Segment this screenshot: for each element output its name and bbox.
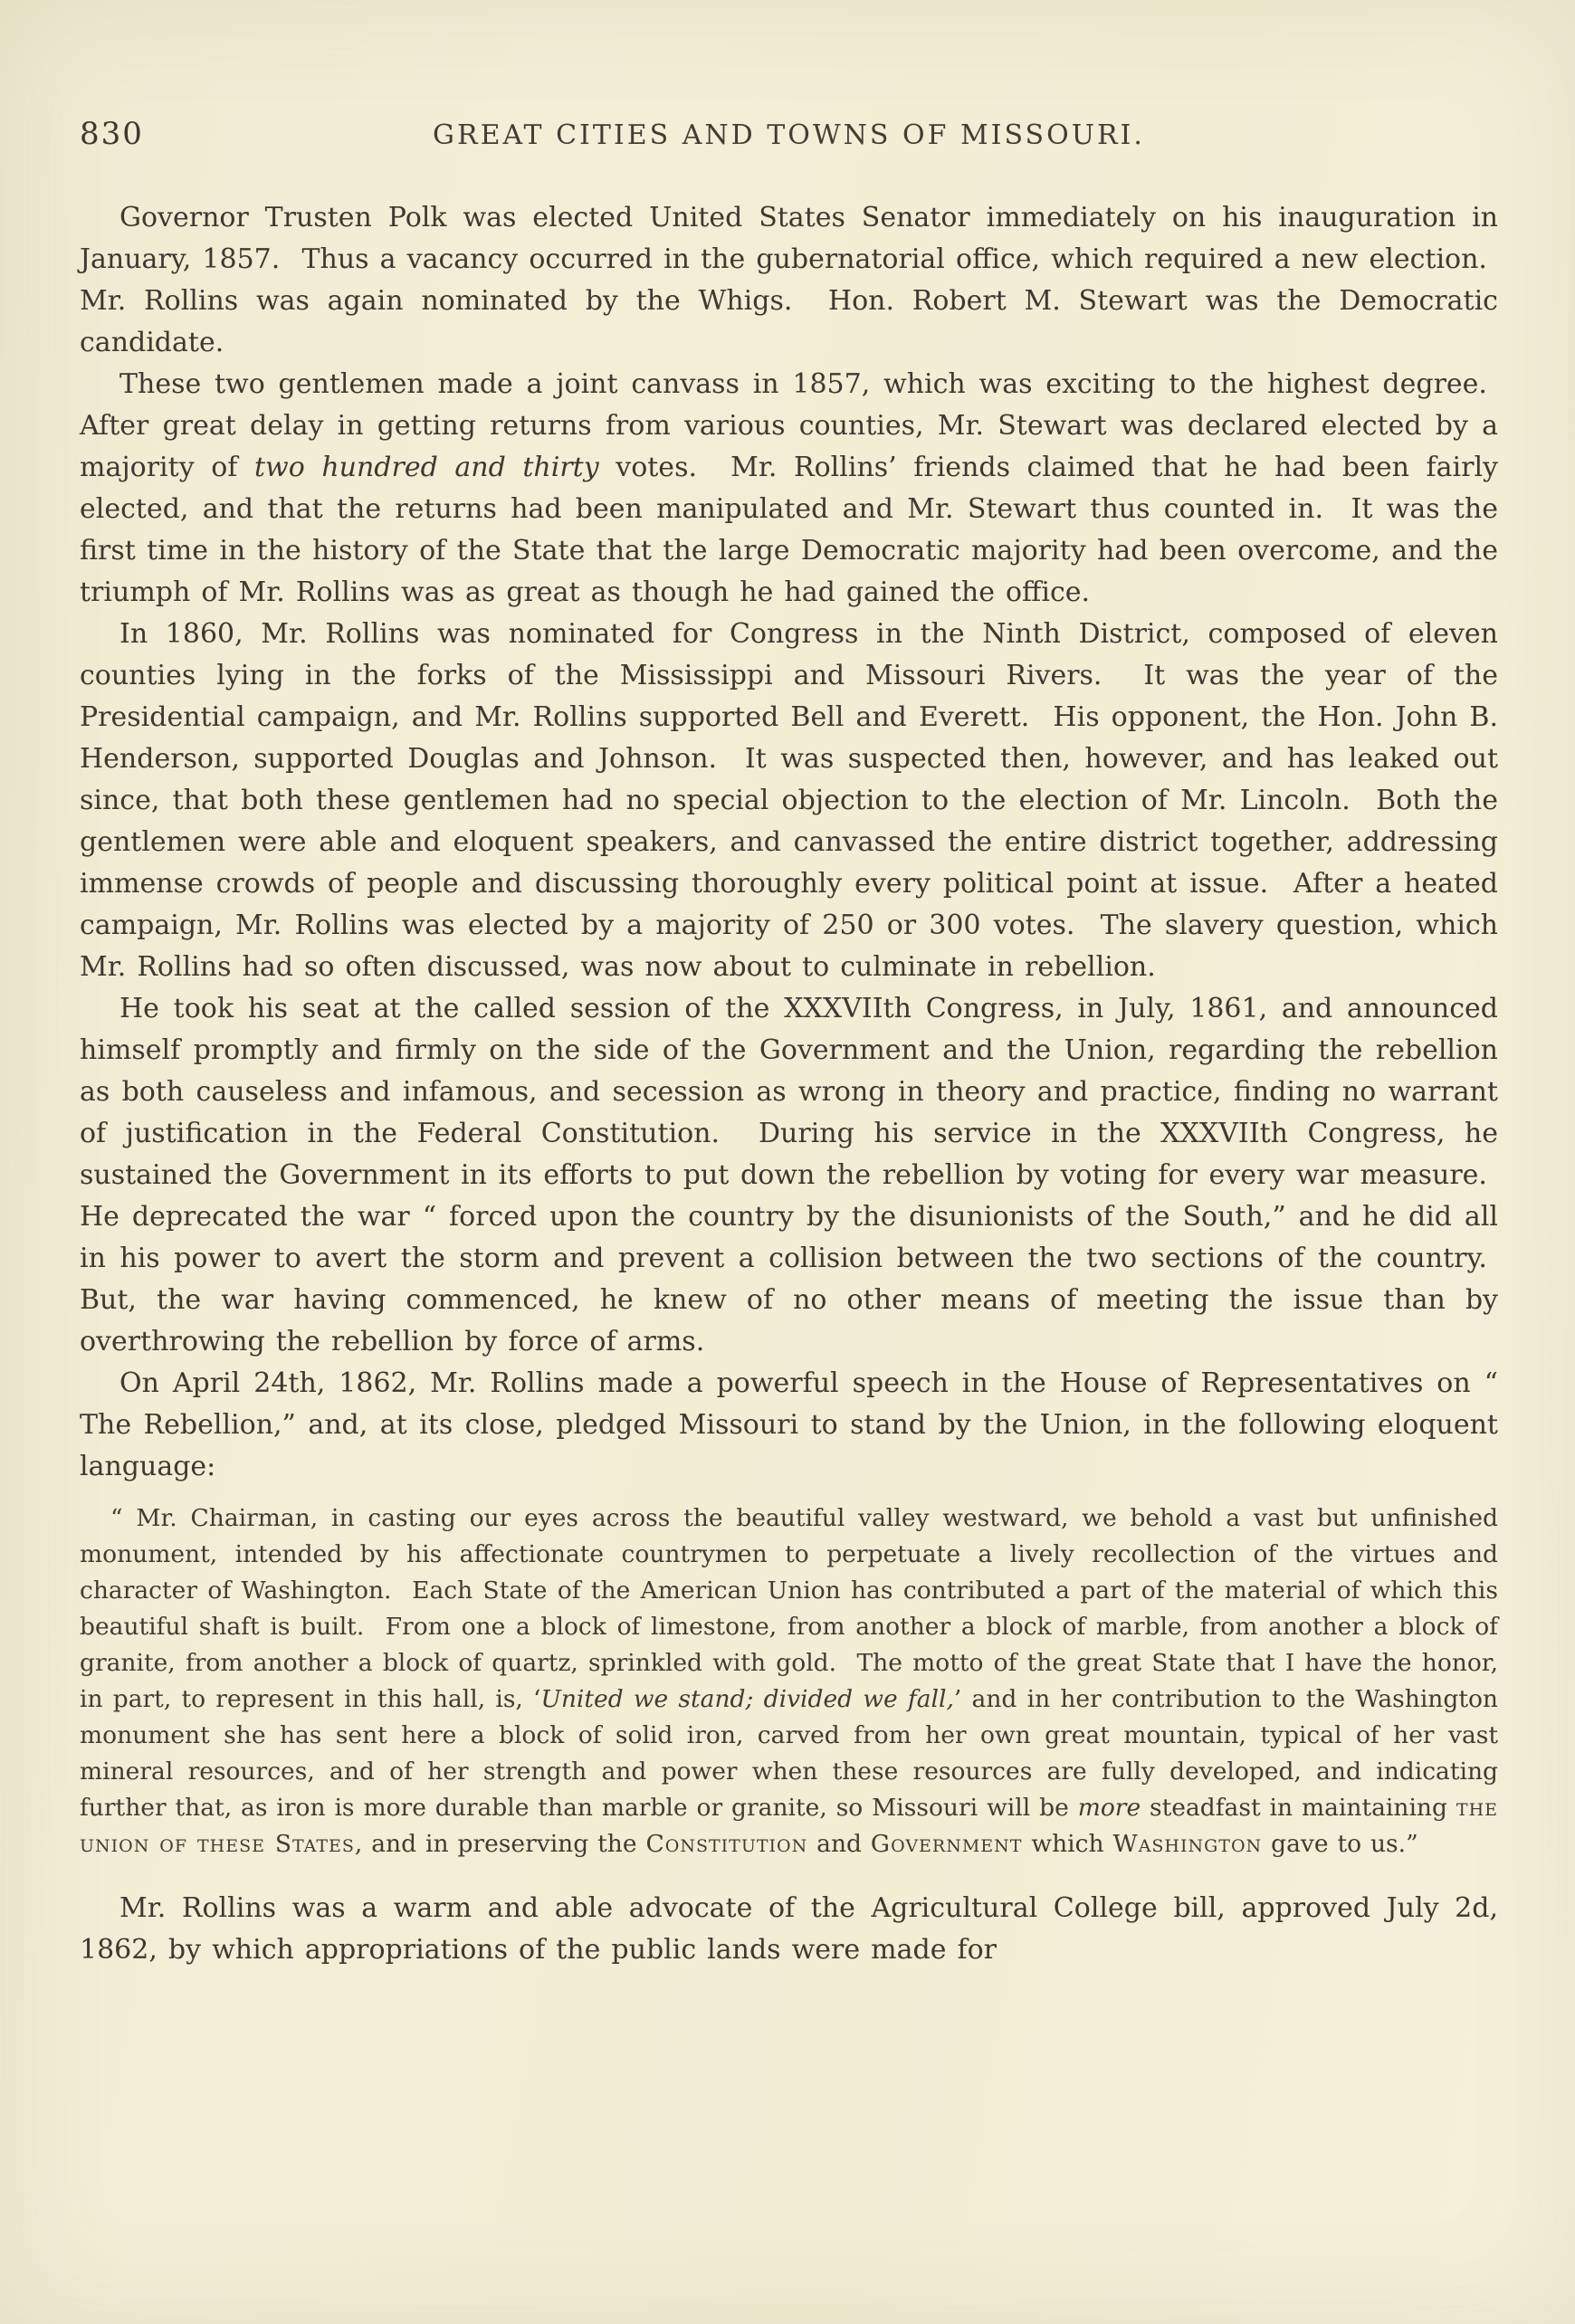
text-segment: steadfast in maintaining — [1141, 1794, 1456, 1822]
text-segment: United we stand; divided we fall, — [540, 1685, 954, 1713]
paragraph-1860-congress-campaign — [80, 614, 1498, 988]
text-segment: These two gentlemen made a joint canvass in 1857, which was exciting to the highest degree. After great delay in getting returns from various counties, Mr. Stewart was declared elected by a majority of — [80, 368, 1498, 483]
text-segment: and — [807, 1830, 871, 1858]
text-segment: the union of these States — [80, 1794, 1499, 1858]
text-segment: ’ and in her contribution to the Washington monument she has sent here a block of solid iron, carved from her own great mountain, typical of her vast mineral resources, and of her strength and power when these resources are fully developed, and indicating further that, as iron is more durable than marble or granite, so Missouri will be — [80, 1685, 1499, 1822]
text-segment: Washington — [1112, 1830, 1263, 1858]
page-number: 830 — [80, 116, 144, 152]
text-segment: Constitution — [645, 1830, 808, 1858]
text-segment: Governor Trusten Polk was elected United States Senator immediately on his inauguration in January, 1857. Thus a vacancy occurred in the gubernatorial office, which required a new election. Mr. Rollins was again nominated by the Whigs. Hon. Robert M. Stewart was the Democratic candidate. — [80, 202, 1498, 358]
text-segment: “ Mr. Chairman, in casting our eyes across the beautiful valley westward, we behold a vast but unfinished monument, intended by his affectionate countrymen to perpetuate a lively recollection of the virtues and character of Washington. Each State of the American Union has contributed a part of the material of which this beautiful shaft is built. From one a block of limestone, from another a block of marble, from another a block of granite, from another a block of quartz, sprinkled with gold. The motto of the great State that I have the honor, in part, to represent in this hall, is, ‘ — [80, 1504, 1498, 1713]
text-segment: gave to us.” — [1262, 1830, 1418, 1858]
text-segment: He took his seat at the called session of the XXXVIIth Congress, in July, 1861, and announced himself promptly and firmly on the side of the Government and the Union, regarding the rebellion as both causeless and infamous, and secession as wrong in theory and practice, finding no warrant of justification in the Federal Constitution. During his service in the XXXVIIth Congress, he sustained the Government in its efforts to put down the rebellion by voting for every war measure. He deprecated the war “ forced upon the country by the disunionists of the South,” and he did all in his power to avert the storm and prevent a collision between the two sections of the country. But, the war having commenced, he knew of no other means of meeting the issue than by overthrowing the rebellion by force of arms. — [80, 993, 1498, 1357]
text-segment: Government — [870, 1830, 1023, 1858]
text-segment: Mr. Rollins was a warm and able advocate of the Agricultural College bill, approved July 2d, 1862, by which appropriations of the public lands were made for — [80, 1892, 1498, 1966]
text-segment: On April 24th, 1862, Mr. Rollins made a powerful speech in the House of Representatives on “ The Rebellion,” and, at its close, pledged Missouri to stand by the Union, in the following eloquent language: — [80, 1367, 1498, 1482]
paragraph-blockquote-speech — [80, 1500, 1498, 1862]
text-segment: which — [1022, 1830, 1113, 1858]
paragraph-xxxvii-congress — [80, 988, 1498, 1363]
paragraph-rebellion-speech — [80, 1363, 1498, 1488]
page-content — [0, 197, 1575, 1971]
running-head — [0, 0, 1575, 152]
paragraph-1857-canvass — [80, 364, 1498, 614]
text-segment: votes. Mr. Rollins’ friends claimed that he had been fairly elected, and that the returns had been manipulated and Mr. Stewart thus counted in. It was the first time in the history of the State that the large Democratic majority had been overcome, and the triumph of Mr. Rollins was as great as though he had gained the office. — [80, 452, 1499, 608]
text-segment: In 1860, Mr. Rollins was nominated for Congress in the Ninth District, composed of eleven counties lying in the forks of the Mississippi and Missouri Rivers. It was the year of the Presidential campaign, and Mr. Rollins supported Bell and Everett. His opponent, the Hon. John B. Henderson, supported Douglas and Johnson. It was suspected then, however, and has leaked out since, that both these gentlemen had no special objection to the election of Mr. Lincoln. Both the gentlemen were able and eloquent speakers, and canvassed the entire district together, addressing immense crowds of people and discussing thoroughly every political point at issue. After a heated campaign, Mr. Rollins was elected by a majority of 250 or 300 votes. The slavery question, which Mr. Rollins had so often discussed, was now about to culminate in rebellion. — [80, 618, 1498, 983]
paragraph-polk-election — [80, 197, 1498, 364]
text-segment: two hundred and thirty — [253, 452, 599, 483]
paragraph-agricultural-college-bill — [80, 1888, 1498, 1971]
text-segment: more — [1077, 1794, 1141, 1822]
running-header-title: GREAT CITIES AND TOWNS OF MISSOURI. — [433, 119, 1145, 151]
text-segment: , and in preserving the — [354, 1830, 646, 1858]
